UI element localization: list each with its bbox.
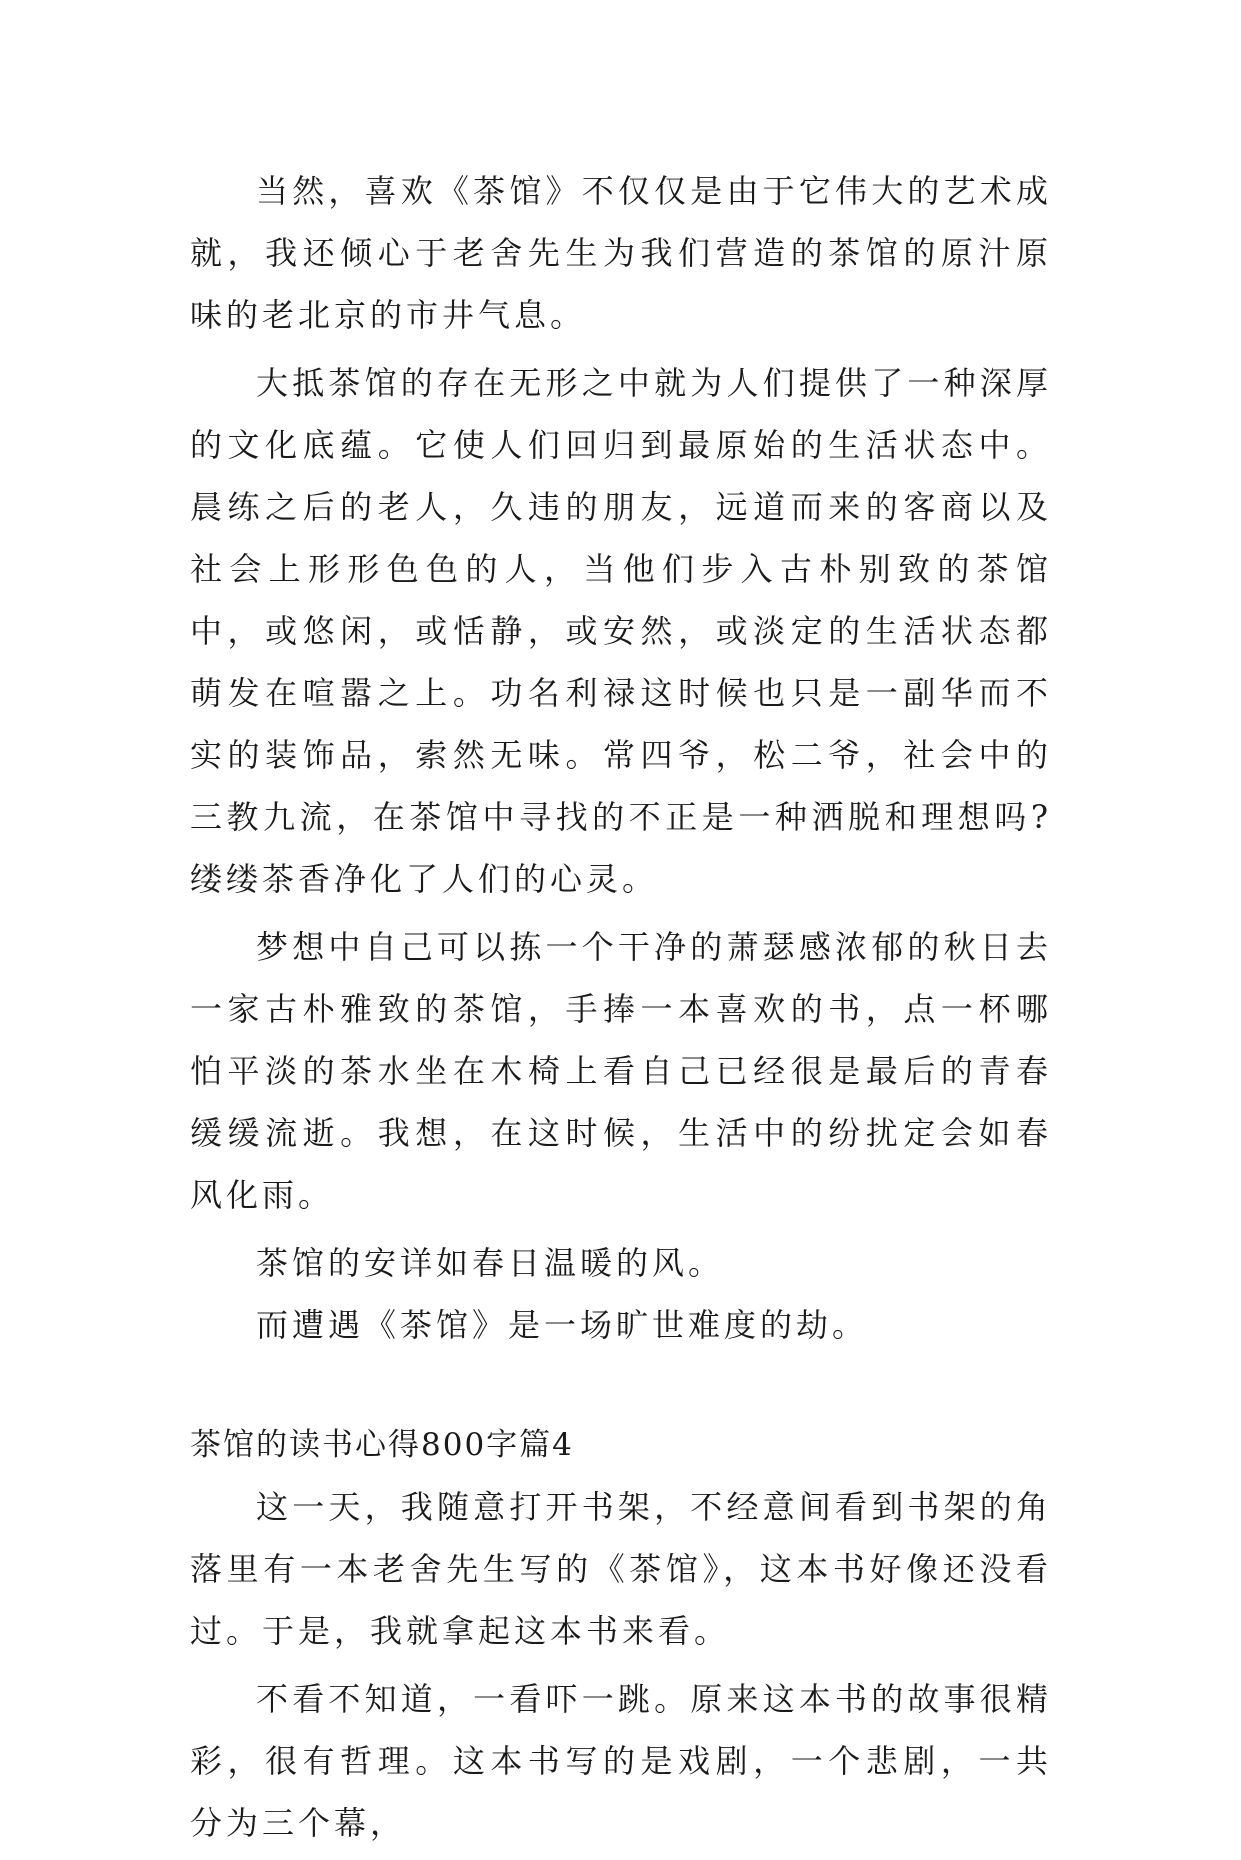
paragraph-2: 大抵茶馆的存在无形之中就为人们提供了一种深厚的文化底蕴。它使人们回归到最原始的生活状态中。晨练之后的老人，久违的朋友，远道而来的客商以及社会上形形色色的人，当他们步入古朴别致的茶馆中，或悠闲，或恬静，或安然，或淡定的生活状态都萌发在喧嚣之上。功名利禄这时候也只是一副华而不实的装饰品，索然无味。常四爷，松二爷，社会中的三教九流，在茶馆中寻找的不正是一种洒脱和理想吗?缕缕茶香净化了人们的心灵。 bbox=[190, 364, 1052, 898]
paragraph-1: 当然，喜欢《茶馆》不仅仅是由于它伟大的艺术成就，我还倾心于老舍先生为我们营造的茶馆的原汁原味的老北京的市井气息。 bbox=[190, 172, 1052, 334]
section-heading: 茶馆的读书心得800字篇4 bbox=[190, 1427, 574, 1463]
paragraph-7: 不看不知道，一看吓一跳。原来这本书的故事很精彩，很有哲理。这本书写的是戏剧，一个悲剧，一共分为三个幕， bbox=[190, 1680, 1052, 1842]
document-body bbox=[190, 160, 1052, 1860]
paragraph-6: 这一天，我随意打开书架，不经意间看到书架的角落里有一本老舍先生写的《茶馆》，这本书好像还没看过。于是，我就拿起这本书来看。 bbox=[190, 1488, 1052, 1650]
paragraph-5: 而遭遇《茶馆》是一场旷世难度的劫。 bbox=[256, 1306, 869, 1344]
paragraph-3: 梦想中自己可以拣一个干净的萧瑟感浓郁的秋日去一家古朴雅致的茶馆，手捧一本喜欢的书，点一杯哪怕平淡的茶水坐在木椅上看自己已经很是最后的青春缓缓流逝。我想，在这时候，生活中的纷扰定会如春风化雨。 bbox=[190, 928, 1052, 1214]
paragraph-4: 茶馆的安详如春日温暖的风。 bbox=[256, 1244, 725, 1282]
